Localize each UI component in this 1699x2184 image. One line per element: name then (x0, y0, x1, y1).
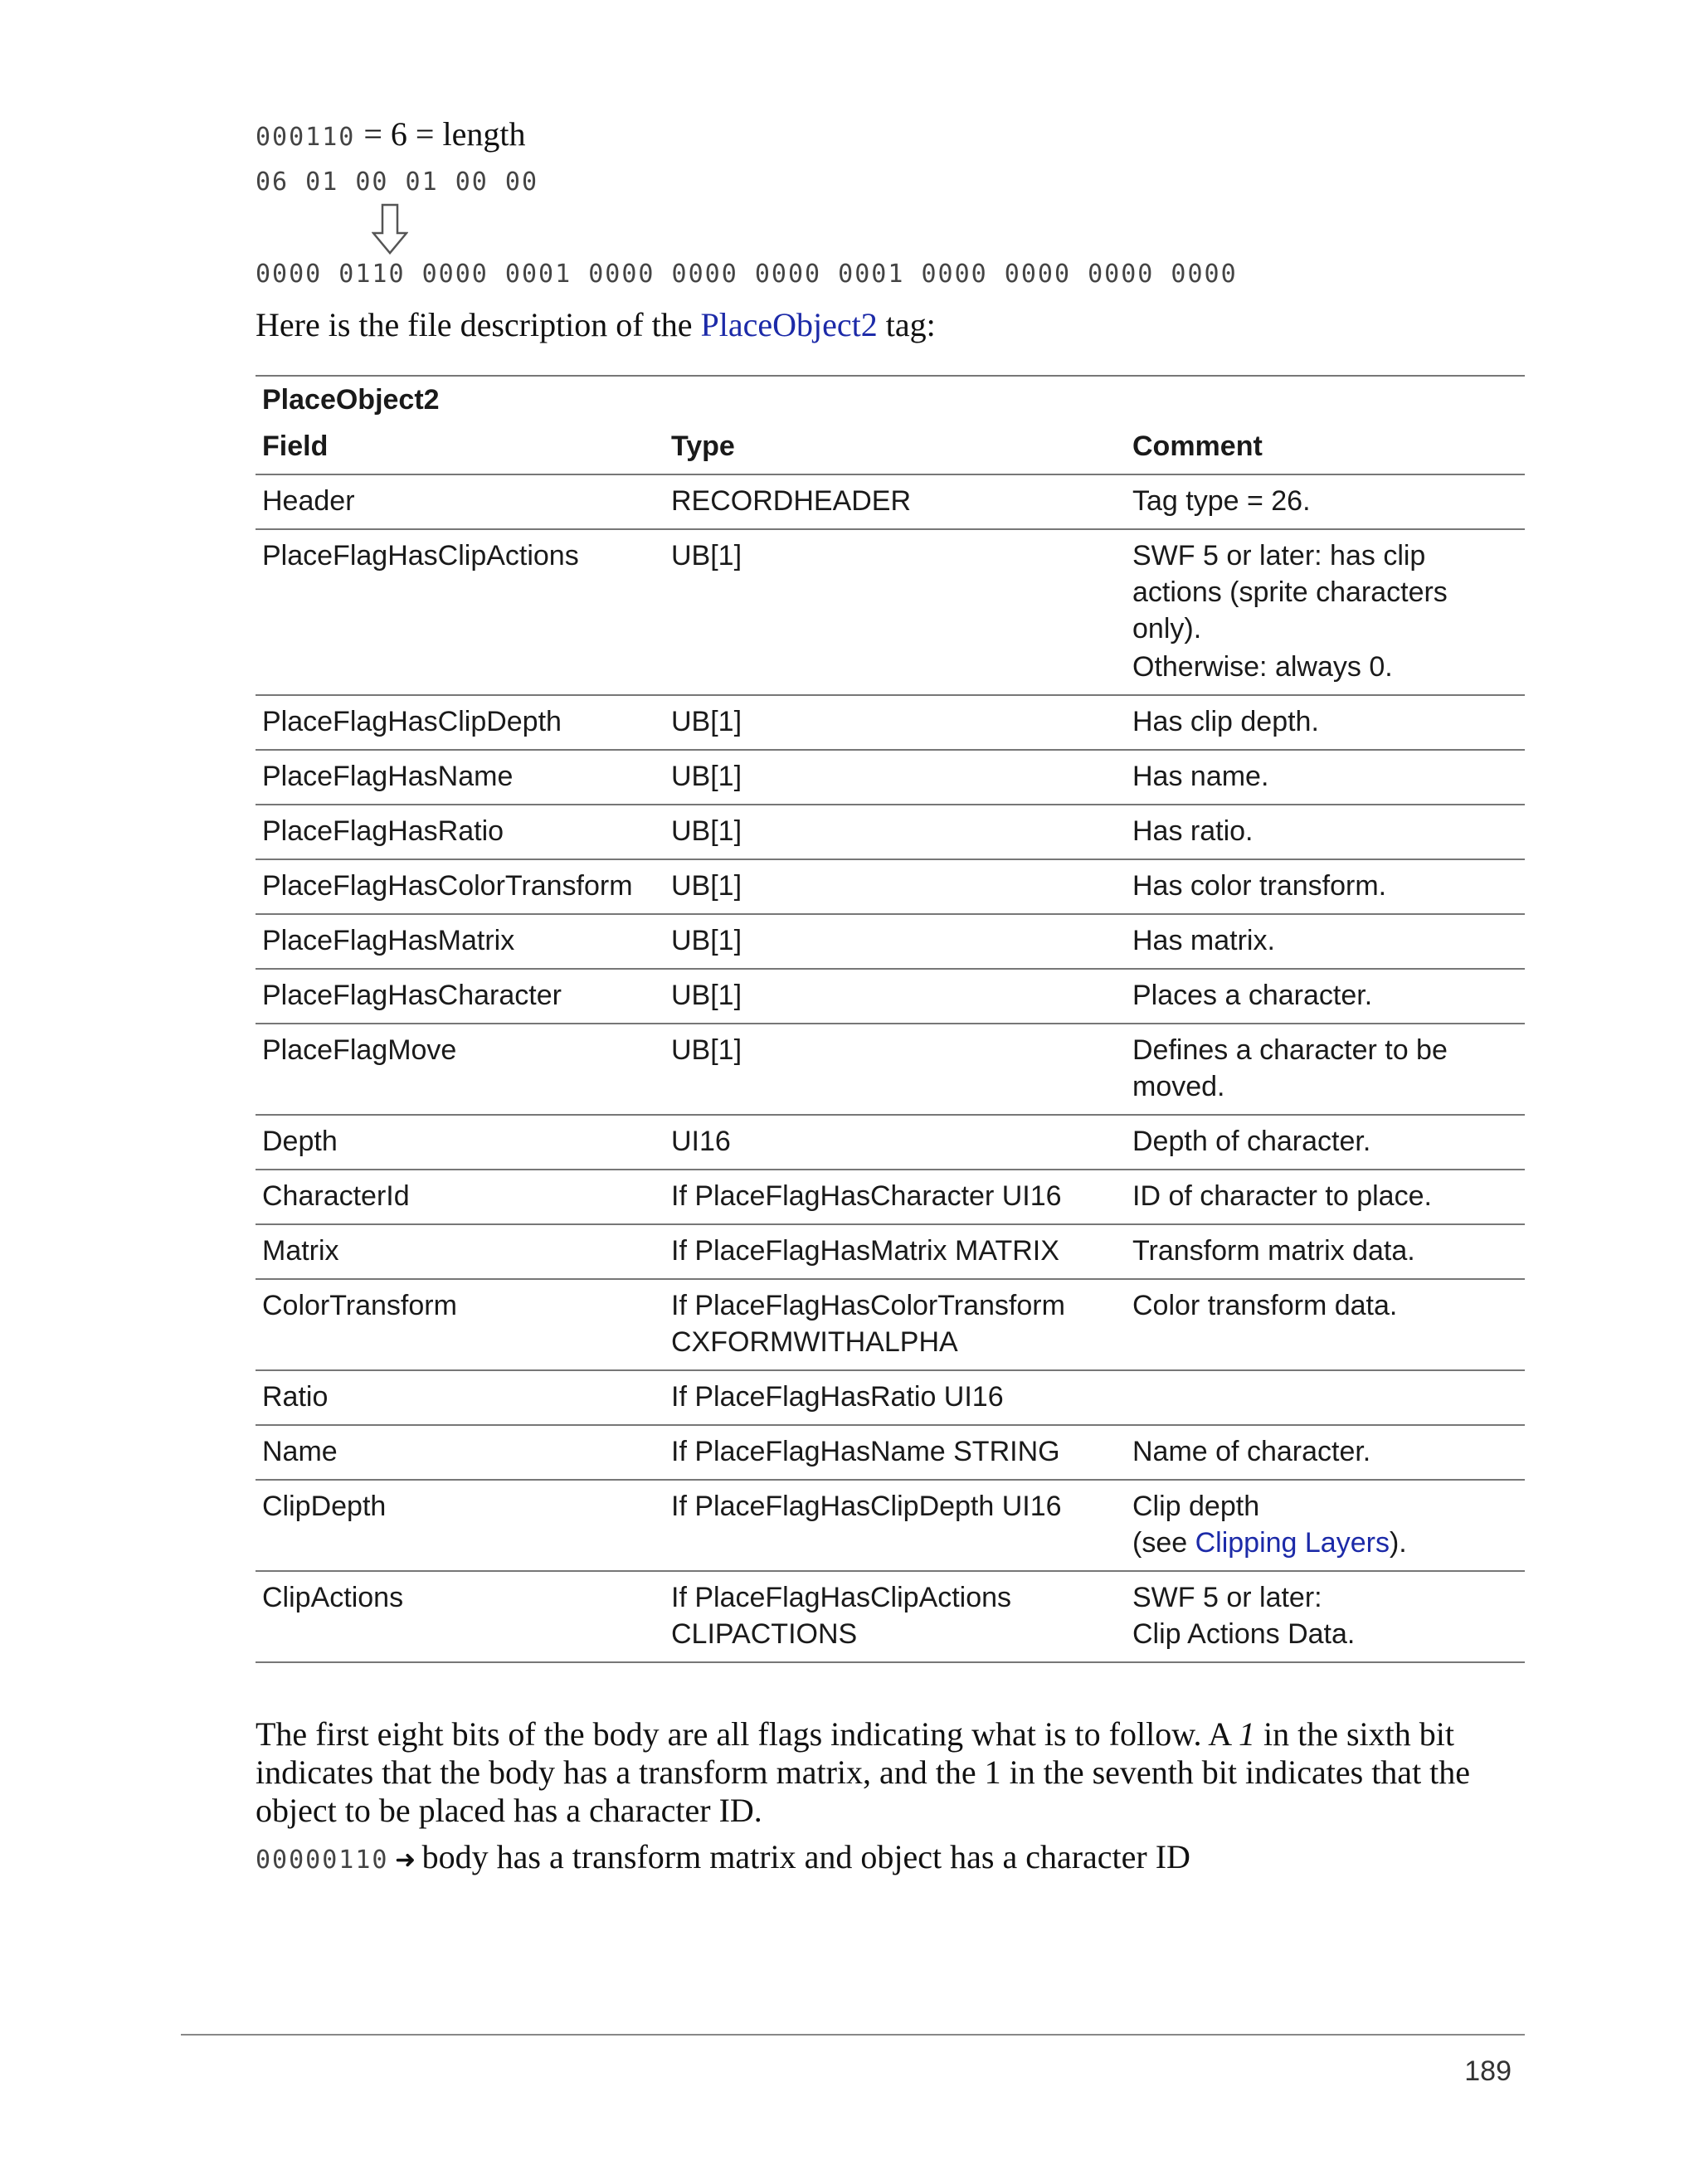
table-row (256, 1224, 1525, 1279)
comment-cell: Name of character. (1126, 1425, 1525, 1480)
header-type: Type (665, 418, 1126, 474)
field-cell: PlaceFlagHasMatrix (256, 914, 665, 969)
comment-cell: Places a character. (1126, 969, 1525, 1024)
intro-text-end: tag: (877, 306, 936, 343)
field-cell: PlaceFlagHasCharacter (256, 969, 665, 1024)
field-cell: Header (256, 474, 665, 529)
comment-cell (1126, 1370, 1525, 1425)
footer-divider (181, 2034, 1525, 2036)
type-cell: UB[1] (665, 859, 1126, 914)
type-cell: If PlaceFlagHasClipActions CLIPACTIONS (665, 1571, 1126, 1662)
header-field: Field (256, 418, 665, 474)
table-row (256, 1279, 1525, 1370)
table-row (256, 1024, 1525, 1115)
comment-line: SWF 5 or later: (1132, 1582, 1322, 1613)
table-row (256, 1370, 1525, 1425)
type-cell: UB[1] (665, 805, 1126, 859)
header-comment: Comment (1126, 418, 1525, 474)
flags-text: body has a transform matrix and object has a character ID (421, 1838, 1190, 1875)
table-row (256, 750, 1525, 805)
table-row (256, 914, 1525, 969)
table-row (256, 1170, 1525, 1224)
comment-cell: Depth of character. (1126, 1115, 1525, 1170)
table-row (256, 805, 1525, 859)
type-cell: UB[1] (665, 969, 1126, 1024)
field-cell: ClipActions (256, 1571, 665, 1662)
table-row (256, 1115, 1525, 1170)
length-line (256, 114, 525, 153)
placeobject2-table (256, 375, 1525, 1663)
comment-cell: ID of character to place. (1126, 1170, 1525, 1224)
table-row (256, 1425, 1525, 1480)
type-cell: If PlaceFlagHasMatrix MATRIX (665, 1224, 1126, 1279)
length-text: = 6 = length (355, 115, 526, 153)
page-number: 189 (1464, 2055, 1512, 2087)
down-arrow-icon (372, 203, 408, 255)
comment-text: ). (1389, 1527, 1407, 1559)
flags-code: 00000110 (256, 1846, 389, 1875)
table-title: PlaceObject2 (256, 376, 1525, 418)
comment-cell: Has name. (1126, 750, 1525, 805)
comment-cell: Has clip depth. (1126, 695, 1525, 750)
paragraph-italic: 1 (1238, 1715, 1255, 1753)
table-row (256, 474, 1525, 529)
comment-line: Clip Actions Data. (1132, 1618, 1356, 1650)
type-cell: RECORDHEADER (665, 474, 1126, 529)
comment-cell: Has matrix. (1126, 914, 1525, 969)
hex-bytes-line: 06 01 00 01 00 00 (256, 168, 539, 197)
comment-cell: Has color transform. (1126, 859, 1525, 914)
paragraph-text: in the sixth bit indicates that the body has a transform matrix, and the 1 in the seventh bit indicates that the object to be placed has a character ID. (256, 1715, 1471, 1829)
type-cell: UI16 (665, 1115, 1126, 1170)
type-cell: UB[1] (665, 1024, 1126, 1115)
field-cell: Matrix (256, 1224, 665, 1279)
field-cell: PlaceFlagHasColorTransform (256, 859, 665, 914)
field-cell: ClipDepth (256, 1480, 665, 1571)
field-cell: Name (256, 1425, 665, 1480)
comment-line: Otherwise: always 0. (1132, 651, 1393, 683)
binary-bits-line: 0000 0110 0000 0001 0000 0000 0000 0001 0000 0000 0000 0000 (256, 260, 1238, 289)
table-row (256, 1571, 1525, 1662)
comment-cell: Tag type = 26. (1126, 474, 1525, 529)
comment-cell: Has ratio. (1126, 805, 1525, 859)
table-row (256, 969, 1525, 1024)
field-cell: PlaceFlagHasName (256, 750, 665, 805)
comment-cell: Defines a character to be moved. (1126, 1024, 1525, 1115)
length-code: 000110 (256, 123, 356, 152)
placeobject2-link[interactable]: PlaceObject2 (700, 306, 878, 343)
field-cell: ColorTransform (256, 1279, 665, 1370)
type-cell: UB[1] (665, 529, 1126, 695)
right-arrow-icon: ➜ (388, 1846, 422, 1874)
table-row (256, 529, 1525, 695)
comment-line: SWF 5 or later: has clip actions (sprite characters only). (1132, 540, 1448, 644)
field-cell: Ratio (256, 1370, 665, 1425)
field-cell: PlaceFlagHasClipDepth (256, 695, 665, 750)
body-paragraph (256, 1715, 1525, 1830)
clipping-layers-link[interactable]: Clipping Layers (1195, 1527, 1390, 1559)
field-cell: PlaceFlagHasClipActions (256, 529, 665, 695)
comment-line (1132, 1525, 1518, 1561)
table-row (256, 859, 1525, 914)
type-cell: UB[1] (665, 750, 1126, 805)
comment-cell: Transform matrix data. (1126, 1224, 1525, 1279)
table-row (256, 695, 1525, 750)
field-cell: Depth (256, 1115, 665, 1170)
type-cell: If PlaceFlagHasColorTransform CXFORMWITHALPHA (665, 1279, 1126, 1370)
type-cell: If PlaceFlagHasClipDepth UI16 (665, 1480, 1126, 1571)
comment-cell (1126, 1480, 1525, 1571)
type-cell: If PlaceFlagHasName STRING (665, 1425, 1126, 1480)
intro-text: Here is the file description of the (256, 306, 701, 343)
table-row (256, 1480, 1525, 1571)
type-cell: If PlaceFlagHasCharacter UI16 (665, 1170, 1126, 1224)
flags-summary-line (256, 1837, 1190, 1876)
field-cell: PlaceFlagMove (256, 1024, 665, 1115)
type-cell: UB[1] (665, 914, 1126, 969)
comment-line: Clip depth (1132, 1491, 1260, 1522)
comment-cell: Color transform data. (1126, 1279, 1525, 1370)
comment-cell (1126, 1571, 1525, 1662)
field-cell: CharacterId (256, 1170, 665, 1224)
paragraph-text: The first eight bits of the body are all flags indicating what is to follow. A (256, 1715, 1239, 1753)
intro-sentence (256, 305, 936, 344)
comment-text: (see (1132, 1527, 1195, 1559)
type-cell: UB[1] (665, 695, 1126, 750)
comment-cell (1126, 529, 1525, 695)
field-cell: PlaceFlagHasRatio (256, 805, 665, 859)
type-cell: If PlaceFlagHasRatio UI16 (665, 1370, 1126, 1425)
